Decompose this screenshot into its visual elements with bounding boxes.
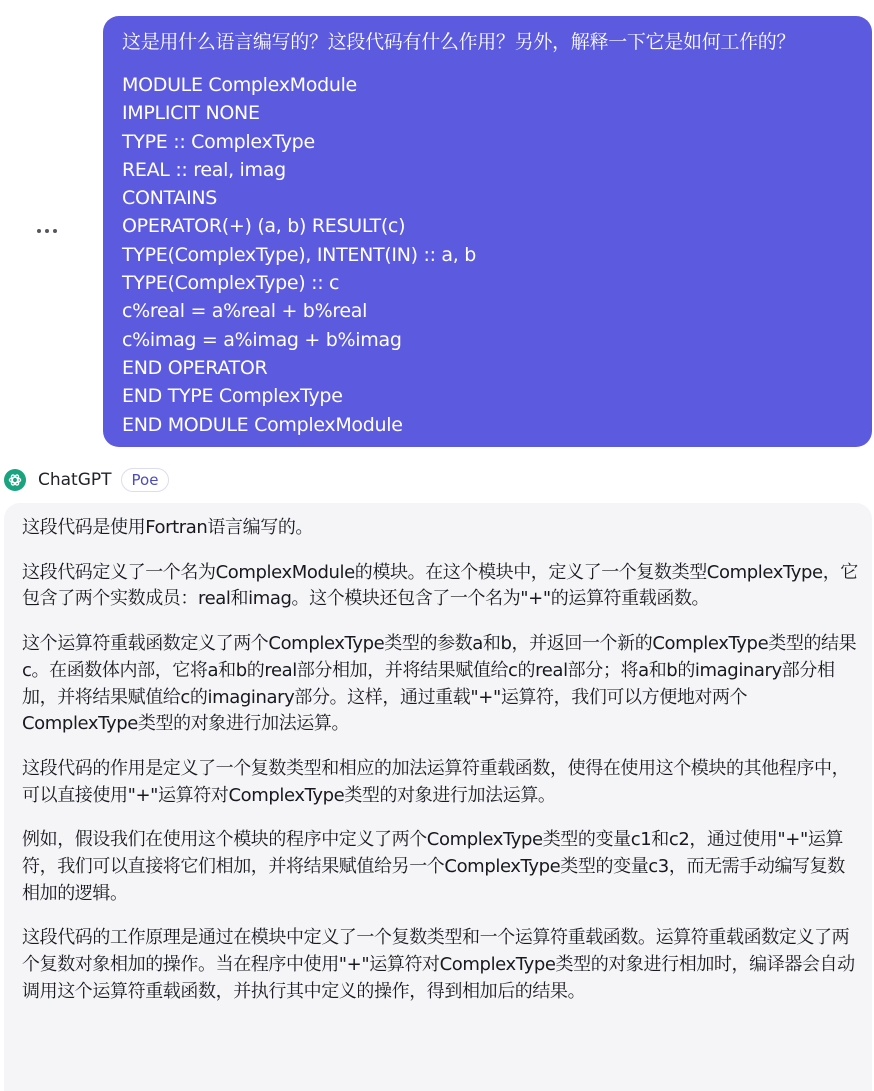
bot-paragraph: 这段代码是使用Fortran语言编写的。 [22, 517, 314, 538]
openai-logo-icon [4, 469, 26, 491]
bot-paragraph: 例如，假设我们在使用这个模块的程序中定义了两个ComplexType类型的变量c1和c2，通过使用"+"运算符，我们可以直接将它们相加，并将结果赋值给另一个ComplexType类型的变量c3，而无需手动编写复数相加的逻辑。 [22, 829, 845, 904]
bot-message-bubble [4, 503, 872, 1091]
code-line: CONTAINS [122, 187, 218, 210]
platform-badge[interactable]: Poe [121, 468, 170, 492]
bot-paragraph: 这段代码定义了一个名为ComplexModule的模块。在这个模块中，定义了一个复数类型ComplexType，它包含了两个实数成员：real和imag。这个模块还包含了一个名为"+"的运算符重载函数。 [22, 561, 858, 610]
code-line: IMPLICIT NONE [122, 102, 260, 125]
code-line: TYPE(ComplexType), INTENT(IN) :: a, b [122, 243, 477, 266]
bot-paragraph: 这段代码的作用是定义了一个复数类型和相应的加法运算符重载函数，使得在使用这个模块的其他程序中，可以直接使用"+"运算符对ComplexType类型的对象进行加法运算。 [22, 757, 850, 806]
code-line: END MODULE ComplexModule [122, 413, 403, 436]
user-question-text: 这是用什么语言编写的？这段代码有什么作用？另外，解释一下它是如何工作的？ [122, 31, 796, 53]
bot-paragraph: 这个运算符重载函数定义了两个ComplexType类型的参数a和b，并返回一个新的ComplexType类型的结果c。在函数体内部，它将a和b的real部分相加，并将结果赋值给c的real部分；将a和b的imaginary部分相加，并将结果赋值给c的imaginary部分。这样，通过重载"+"运算符，我们可以方便地对两个ComplexType类型的对象进行加法运算。 [22, 633, 857, 735]
code-line: END TYPE ComplexType [122, 385, 343, 408]
more-horizontal-icon [35, 229, 59, 233]
user-message-bubble [103, 16, 872, 447]
code-line: MODULE ComplexModule [122, 74, 357, 96]
code-line: TYPE(ComplexType) :: c [122, 272, 340, 295]
bot-name[interactable]: ChatGPT [38, 470, 112, 490]
code-line: REAL :: real, imag [122, 158, 286, 181]
code-line: OPERATOR(+) (a, b) RESULT(c) [122, 215, 406, 238]
code-block [122, 71, 854, 439]
bot-header [4, 467, 169, 493]
code-line: c%real = a%real + b%real [122, 300, 368, 323]
more-options-button[interactable] [30, 218, 64, 244]
code-line: END OPERATOR [122, 356, 268, 379]
bot-paragraph: 这段代码的工作原理是通过在模块中定义了一个复数类型和一个运算符重载函数。运算符重载函数定义了两个复数对象相加的操作。当在程序中使用"+"运算符对ComplexType类型的对象进行相加时，编译器会自动调用这个运算符重载函数，并执行其中定义的操作，得到相加后的结果。 [22, 927, 855, 1002]
code-line: c%imag = a%imag + b%imag [122, 328, 402, 351]
code-line: TYPE :: ComplexType [122, 130, 315, 153]
